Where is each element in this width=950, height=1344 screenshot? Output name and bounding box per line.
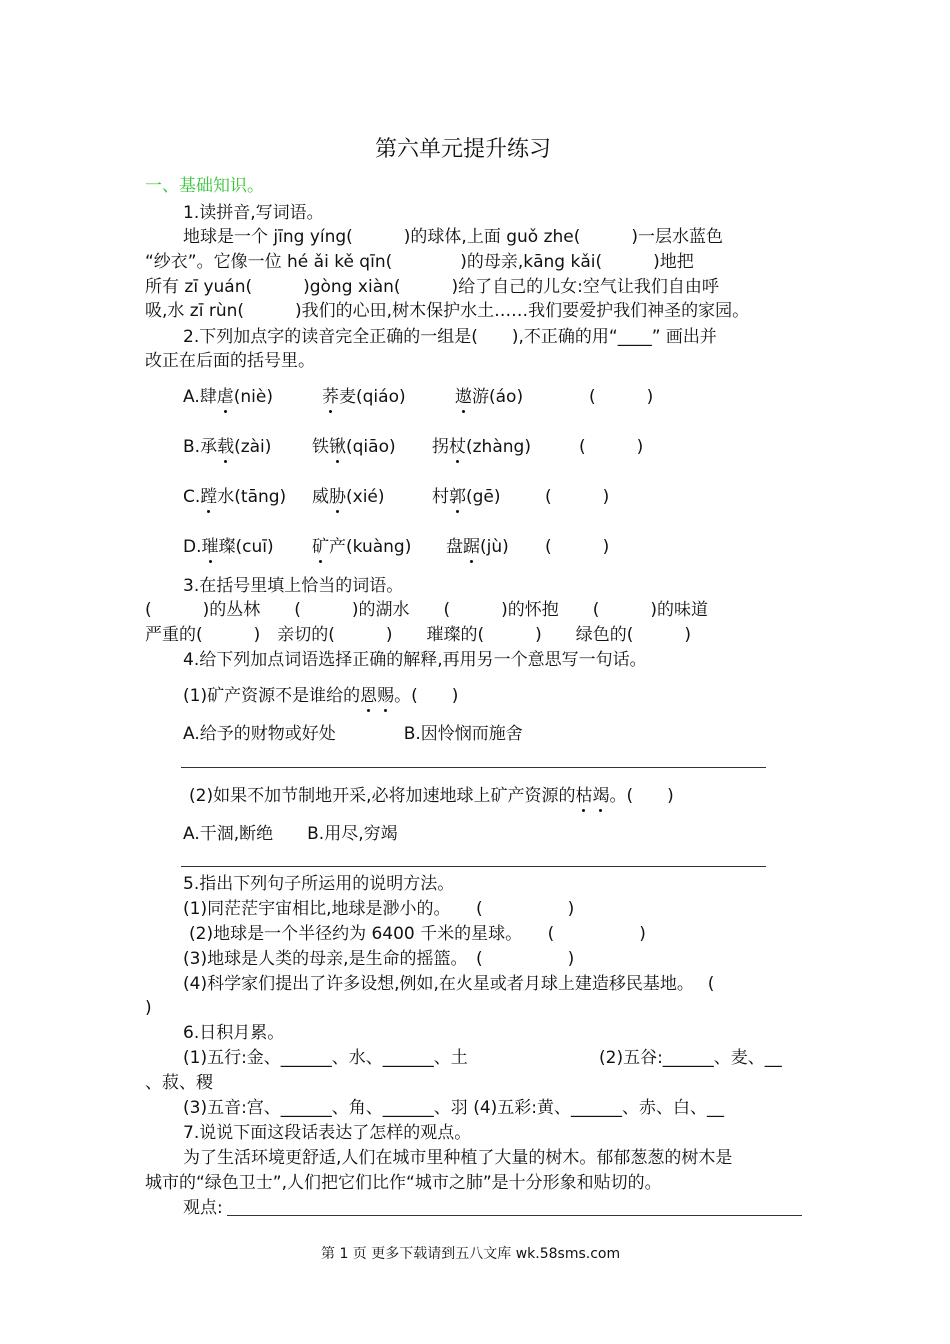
dotted-char: 载 [217,437,235,457]
q3-heading: 3.在括号里填上恰当的词语。 [183,576,404,596]
answer-bracket: ( ) [545,487,610,507]
dotted-char: 矿 [312,537,329,557]
q5-heading: 5.指出下列句子所运用的说明方法。 [183,874,455,894]
q5-line-4: (4)科学家们提出了许多设想,例如,在火星或者月球上建造移民基地。 ( [183,974,715,994]
page-title: 第六单元提升练习 [375,137,552,162]
q6-heading: 6.日积月累。 [183,1023,285,1043]
q5-line-5: ) [145,998,152,1018]
q4-heading: 4.给下列加点词语选择正确的解释,再用另一个意思写一句话。 [183,650,647,670]
q4-sentence-2: (2)如果不加节制地开采,必将加速地球上矿产资源的枯竭。( ) [189,786,674,806]
answer-line[interactable] [181,767,766,768]
q2-line-2: 改正在后面的括号里。 [145,351,315,371]
q1-line-2: “纱衣”。它像一位 hé ǎi kě qīn( )的母亲,kāng kǎi( )地把 [145,252,694,272]
dotted-char: 蹚 [200,487,218,507]
q6-line-2: 、菽、稷 [145,1073,213,1093]
q4-sentence-1: (1)矿产资源不是谁给的恩赐。( ) [183,686,459,706]
q3-line-1: ( )的丛林 ( )的湖水 ( )的怀抱 ( )的味道 [145,600,709,620]
q2-line-1: 2.下列加点字的读音完全正确的一组是( ),不正确的用“____” 画出并 [183,327,717,347]
q1-line-3: 所有 zī yuán( )gòng xiàn( )给了自己的儿女:空气让我们自由呼 [145,277,719,297]
q5-line-1: (1)同茫茫宇宙相比,地球是渺小的。 ( ) [183,899,575,919]
dotted-char: 胁 [329,487,346,507]
dotted-char: 郭 [449,487,466,507]
section-heading: 一、基础知识。 [145,176,264,196]
dotted-char: 踞 [463,537,480,557]
answer-bracket: ( ) [545,537,610,557]
answer-bracket: ( ) [579,437,644,457]
dotted-char: 璀 [201,537,219,557]
q7-viewpoint-label: 观点: [183,1198,223,1218]
q4-options-1: A.给予的财物或好处 B.因怜悯而施舍 [183,724,523,744]
dotted-char: 虐 [216,387,234,407]
dotted-char: 荞 [322,387,339,407]
q7-line-1: 为了生活环境更舒适,人们在城市里种植了大量的树木。郁郁葱葱的树木是 [183,1148,733,1168]
answer-line[interactable] [181,866,766,867]
q1-line-4: 吸,水 zī rùn( )我们的心田,树木保护水土……我们要爱护我们神圣的家园。 [145,301,750,321]
q6-line-3: (3)五音:宫、______、角、______、羽 (4)五彩:黄、______、赤、白、__ [183,1098,725,1118]
dotted-char: 枯 [575,786,593,806]
q5-line-3: (3)地球是人类的母亲,是生命的摇篮。 ( ) [183,949,575,969]
dotted-char: 杖 [449,437,466,457]
dotted-char: 锹 [329,437,346,457]
q1-line-1: 地球是一个 jīng yíng( )的球体,上面 guǒ zhe( )一层水蓝色 [183,227,724,247]
q5-line-2: (2)地球是一个半径约为 6400 千米的星球。 ( ) [189,924,646,944]
dotted-char: 竭 [592,786,610,806]
page-footer: 第 1 页 更多下载请到五八文库 wk.58sms.com [321,1246,621,1262]
q7-heading: 7.说说下面这段话表达了怎样的观点。 [183,1123,472,1143]
q3-line-2: 严重的( ) 亲切的( ) 璀璨的( ) 绿色的( ) [145,625,692,645]
viewpoint-answer-line[interactable] [227,1215,802,1216]
q6-wuxing: (1)五行:金、______、水、______、土 [183,1048,468,1068]
q7-line-2: 城市的“绿色卫士”,人们把它们比作“城市之肺”是十分形象和贴切的。 [145,1173,662,1193]
q4-options-2: A.干涸,断绝 B.用尽,穷竭 [183,824,398,844]
dotted-char: 遨 [455,387,472,407]
dotted-char: 赐 [377,686,395,706]
dotted-char: 恩 [360,686,378,706]
q6-wugu: (2)五谷:______、麦、__ [599,1048,782,1068]
answer-bracket: ( ) [589,387,654,407]
q1-heading: 1.读拼音,写词语。 [183,203,324,223]
